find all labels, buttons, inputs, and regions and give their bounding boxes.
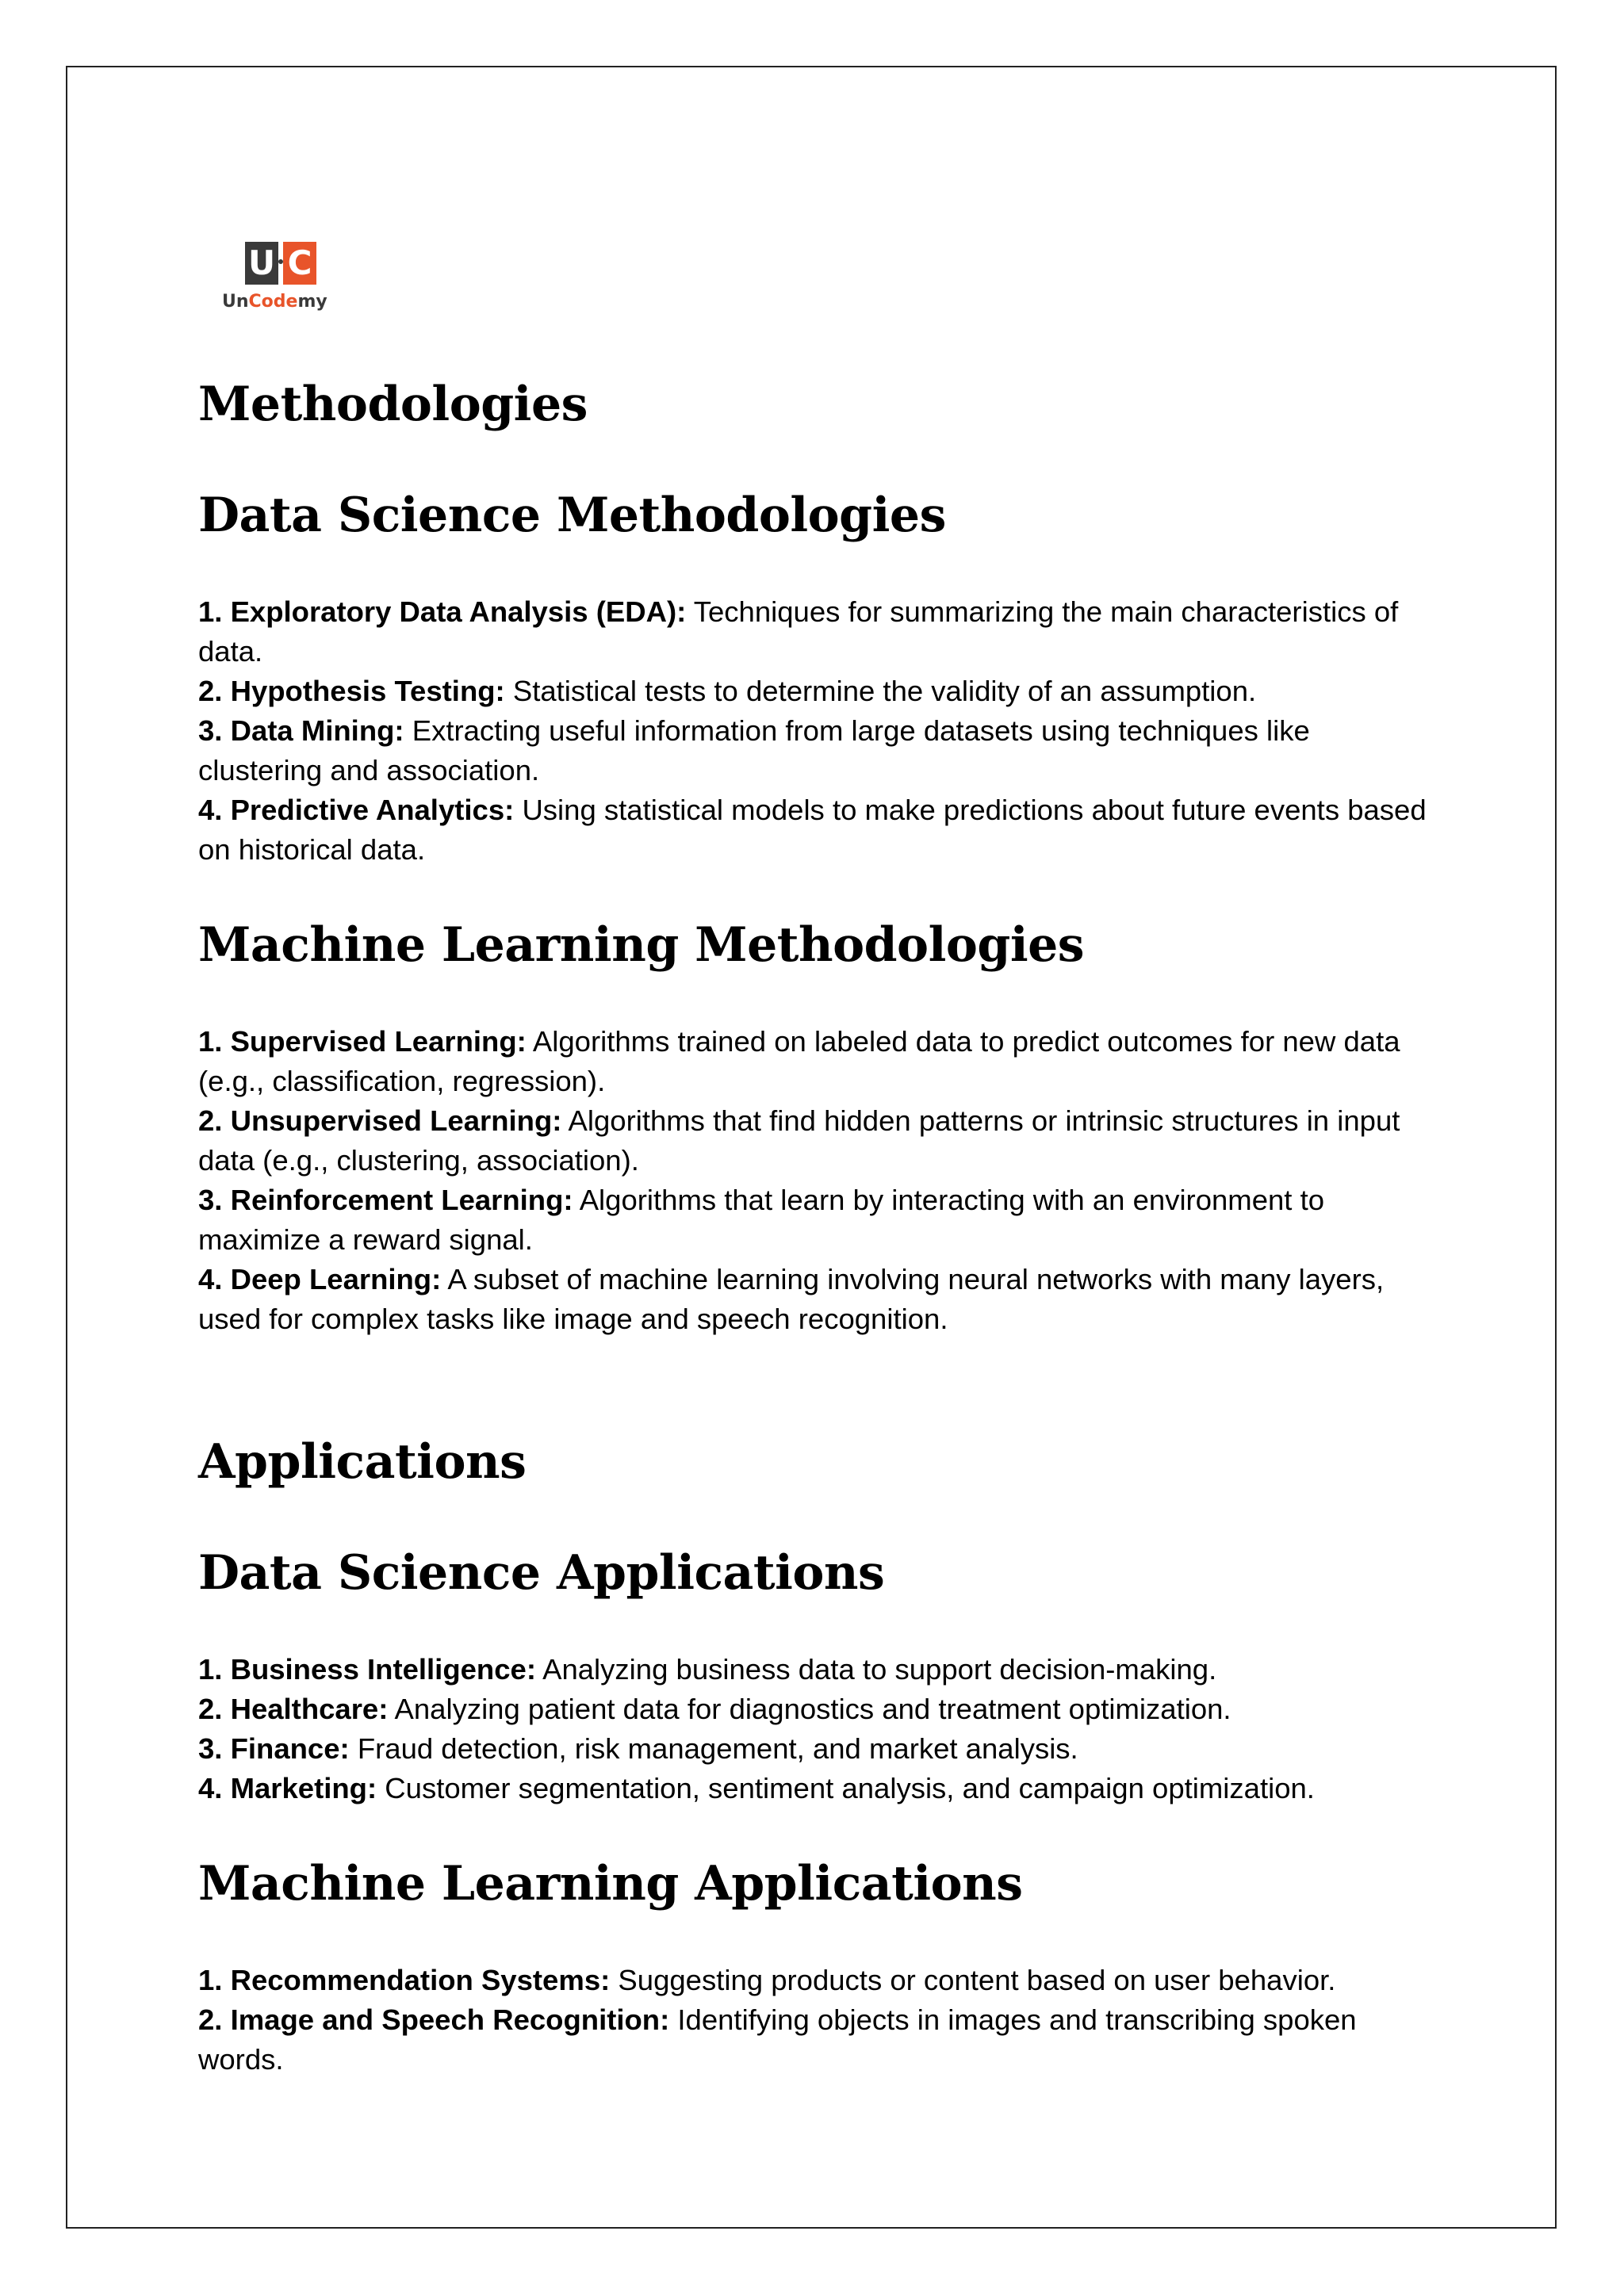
list-item <box>198 1729 1435 1769</box>
list-item-term: 2. Hypothesis Testing: <box>198 675 505 707</box>
logo-word-part2: Code <box>248 292 298 312</box>
list-item-text: Fraud detection, risk management, and market analysis. <box>349 1732 1078 1765</box>
logo-letter-u: U <box>245 242 278 285</box>
applications-heading: Applications <box>198 1434 527 1490</box>
ds-applications-heading: Data Science Applications <box>198 1545 885 1601</box>
section-spacer <box>198 1339 1435 1426</box>
list-item-text: Suggesting products or content based on user behavior. <box>610 1964 1336 1996</box>
list-item-term: 2. Image and Speech Recognition: <box>198 2003 670 2036</box>
ds-applications-list <box>198 1650 1435 1808</box>
list-item-text: Statistical tests to determine the validity of an assumption. <box>504 675 1257 707</box>
list-item <box>198 1260 1435 1339</box>
list-item-term: 1. Exploratory Data Analysis (EDA): <box>198 595 687 628</box>
list-item-term: 1. Recommendation Systems: <box>198 1964 611 1996</box>
list-item-term: 2. Healthcare: <box>198 1693 389 1725</box>
list-item-text: Analyzing business data to support decision-making. <box>535 1653 1217 1686</box>
methodologies-heading: Methodologies <box>198 377 588 432</box>
list-item-text: Customer segmentation, sentiment analysis, and campaign optimization. <box>377 1772 1315 1804</box>
ml-applications-list <box>198 1961 1435 2080</box>
ds-methodologies-list <box>198 592 1435 870</box>
list-item <box>198 592 1435 672</box>
list-item-term: 3. Data Mining: <box>198 714 404 747</box>
ml-methodologies-heading: Machine Learning Methodologies <box>198 917 1085 973</box>
list-item-text: Using statistical models to make predictions about future events based on historical data. <box>198 794 1427 866</box>
list-item <box>198 2000 1435 2080</box>
list-item-term: 4. Predictive Analytics: <box>198 794 515 826</box>
list-item-term: 4. Deep Learning: <box>198 1263 442 1295</box>
ds-methodologies-heading: Data Science Methodologies <box>198 488 946 543</box>
document-content <box>198 369 1435 2080</box>
logo-word-part1: Un <box>222 292 249 312</box>
list-item <box>198 1961 1435 2000</box>
list-item <box>198 1650 1435 1689</box>
list-item-term: 2. Unsupervised Learning: <box>198 1104 562 1137</box>
logo-wordmark <box>222 291 341 313</box>
uncodemy-logo <box>222 242 341 315</box>
list-item <box>198 672 1435 711</box>
list-item-term: 1. Supervised Learning: <box>198 1025 527 1058</box>
logo-letter-c: C <box>283 242 316 285</box>
ml-applications-heading: Machine Learning Applications <box>198 1856 1023 1911</box>
list-item-term: 1. Business Intelligence: <box>198 1653 536 1686</box>
list-item <box>198 1181 1435 1260</box>
list-item <box>198 1101 1435 1181</box>
list-item-text: Techniques for summarizing the main characteristics of data. <box>198 595 1399 668</box>
list-item-term: 3. Reinforcement Learning: <box>198 1184 573 1216</box>
list-item <box>198 711 1435 790</box>
list-item <box>198 1022 1435 1101</box>
list-item <box>198 1689 1435 1729</box>
list-item <box>198 1769 1435 1808</box>
list-item-text: Extracting useful information from large datasets using techniques like clustering and association. <box>198 714 1310 786</box>
list-item-text: Algorithms that find hidden patterns or intrinsic structures in input data (e.g., clustering, association). <box>198 1104 1400 1177</box>
list-item <box>198 790 1435 870</box>
list-item-text: Identifying objects in images and transcribing spoken words. <box>198 2003 1357 2076</box>
ml-methodologies-list <box>198 1022 1435 1339</box>
list-item-text: Algorithms trained on labeled data to predict outcomes for new data (e.g., classification, regression). <box>198 1025 1400 1097</box>
list-item-term: 4. Marketing: <box>198 1772 377 1804</box>
list-item-text: Analyzing patient data for diagnostics and treatment optimization. <box>388 1693 1231 1725</box>
list-item-text: Algorithms that learn by interacting with an environment to maximize a reward signal. <box>198 1184 1325 1256</box>
list-item-text: A subset of machine learning involving neural networks with many layers, used for complex tasks like image and speech recognition. <box>198 1263 1385 1335</box>
list-item-term: 3. Finance: <box>198 1732 350 1765</box>
logo-word-part3: my <box>297 292 327 312</box>
